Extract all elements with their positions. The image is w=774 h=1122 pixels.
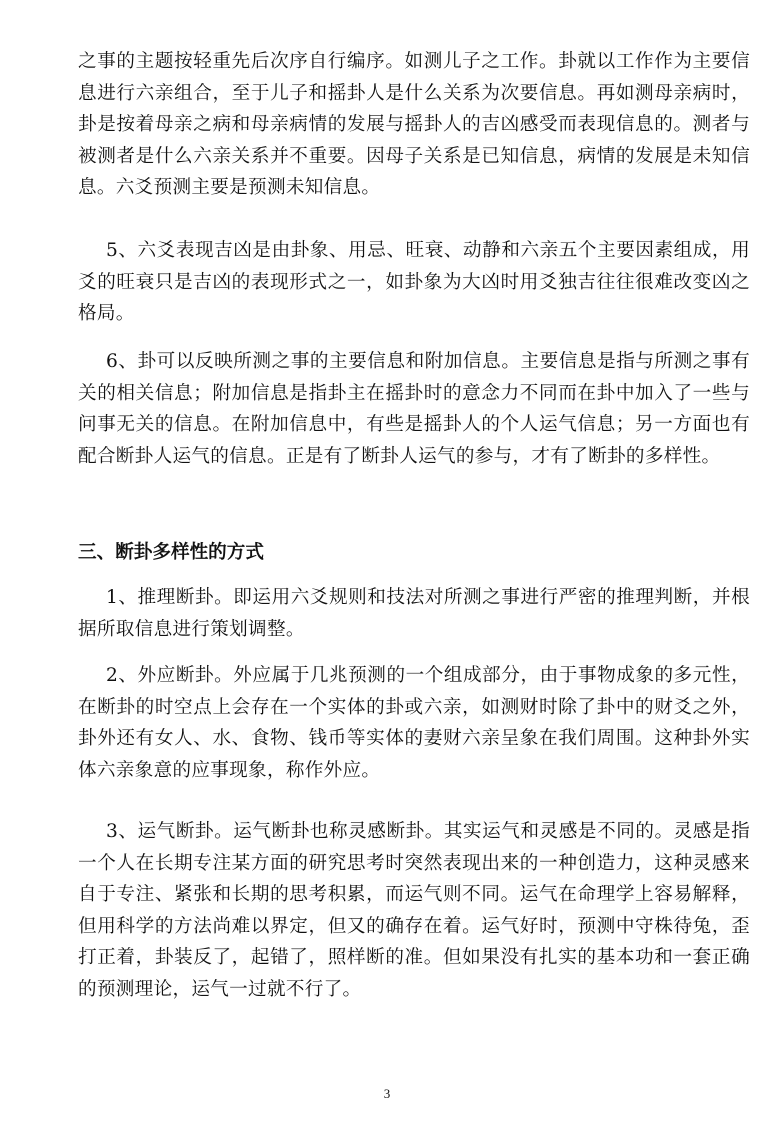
paragraph-point-5: 5、六爻表现吉凶是由卦象、用忌、旺衰、动静和六亲五个主要因素组成，用爻的旺衰只是吉凶的表现形式之一，如卦象为大凶时用爻独吉往往很难改变凶之格局。 <box>78 240 750 324</box>
page-number: 3 <box>383 1086 391 1101</box>
section-heading: 三、断卦多样性的方式 <box>78 542 264 563</box>
paragraph-intro: 之事的主题按轻重先后次序自行编序。如测儿子之工作。卦就以工作作为主要信息进行六亲组合，至于儿子和摇卦人是什么关系为次要信息。再如测母亲病时，卦是按着母亲之病和母亲病情的发展与摇卦人的吉凶感受而表现信息的。测者与被测者是什么六亲关系并不重要。因母子关系是已知信息，病情的发展是未知信息。六爻预测主要是预测未知信息。 <box>78 51 750 198</box>
paragraph-point-6: 6、卦可以反映所测之事的主要信息和附加信息。主要信息是指与所测之事有关的相关信息；附加信息是指卦主在摇卦时的意念力不同而在卦中加入了一些与问事无关的信息。在附加信息中，有些是摇卦人的个人运气信息；另一方面也有配合断卦人运气的信息。正是有了断卦人运气的参与，才有了断卦的多样性。 <box>78 351 750 467</box>
paragraph-method-1: 1、推理断卦。即运用六爻规则和技法对所测之事进行严密的推理判断，并根据所取信息进行策划调整。 <box>78 587 750 640</box>
paragraph-method-2: 2、外应断卦。外应属于几兆预测的一个组成部分，由于事物成象的多元性，在断卦的时空点上会存在一个实体的卦或六亲，如测财时除了卦中的财爻之外，卦外还有女人、水、食物、钱币等实体的妻财六亲呈象在我们周围。这种卦外实体六亲象意的应事现象，称作外应。 <box>78 665 750 781</box>
paragraph-method-3: 3、运气断卦。运气断卦也称灵感断卦。其实运气和灵感是不同的。灵感是指一个人在长期专注某方面的研究思考时突然表现出来的一种创造力，这种灵感来自于专注、紧张和长期的思考积累，而运气则不同。运气在命理学上容易解释，但用科学的方法尚难以界定，但又的确存在着。运气好时，预测中守株待兔，歪打正着，卦装反了，起错了，照样断的准。但如果没有扎实的基本功和一套正确的预测理论，运气一过就不行了。 <box>78 821 750 1000</box>
